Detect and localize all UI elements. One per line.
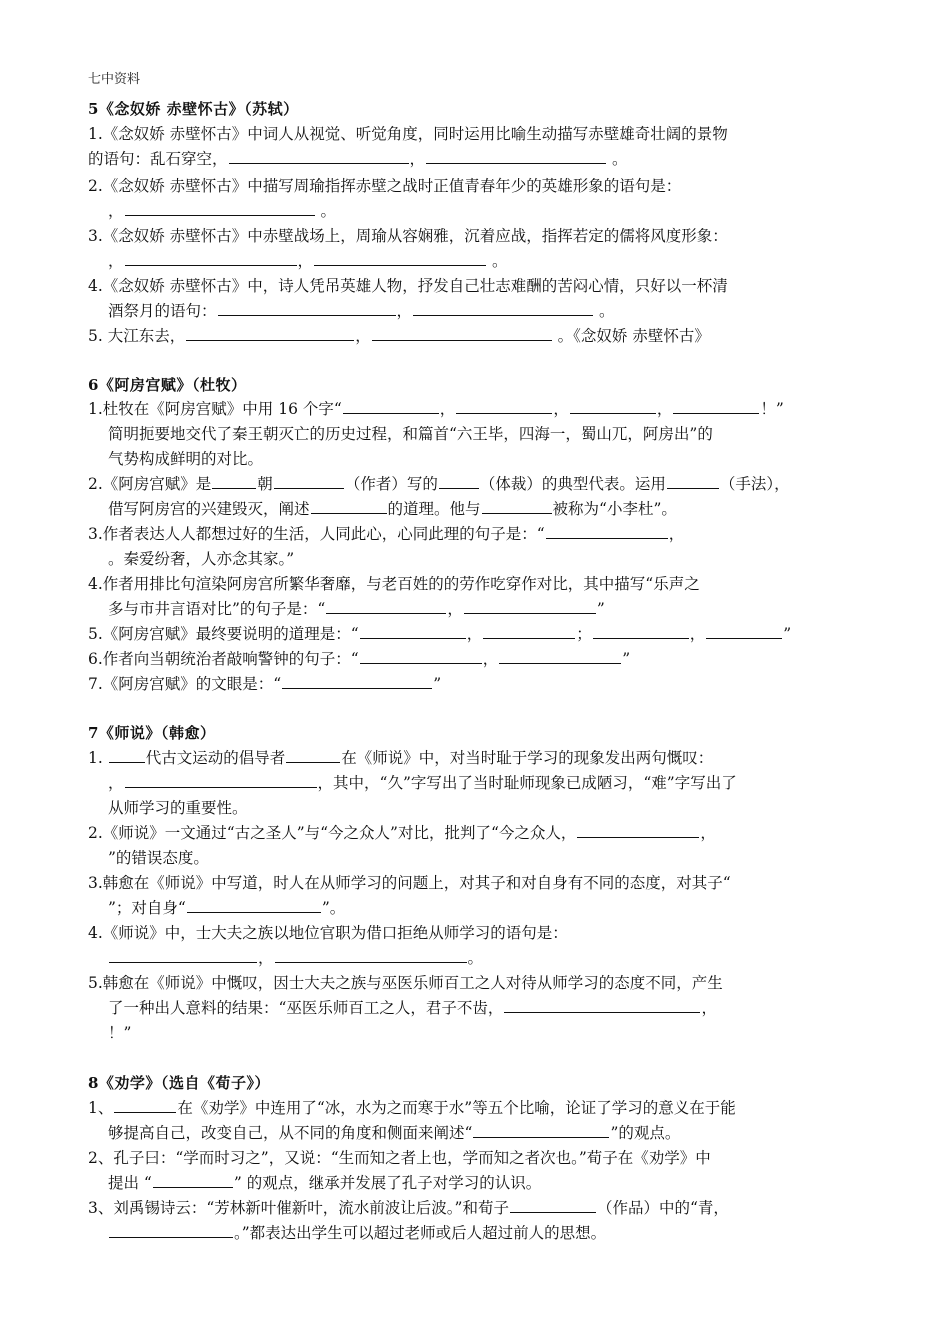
- answer-blank-line: ， 。: [108, 947, 888, 969]
- section-title: 7《师说》（韩愈）: [88, 724, 216, 742]
- question-text: ！”: [108, 1024, 132, 1042]
- question-text: 2.《念奴娇 赤壁怀古》中描写周瑜指挥赤壁之战时正值青春年少的英雄形象的语句是：: [88, 177, 682, 195]
- question-text: 5.《阿房宫赋》最终要说明的道理是：“ ， ； ， ”: [88, 625, 792, 643]
- question-text: 酒祭月的语句： ， 。: [108, 302, 615, 320]
- question-text: 借写阿房宫的兴建毁灭，阐述 的道理。他与 被称为“小李杜”。: [108, 500, 677, 518]
- question-text: 4.《念奴娇 赤壁怀古》中，诗人凭吊英雄人物，抒发自己壮志难酬的苦闷心情，只好以一杯清: [88, 277, 728, 295]
- question-text: 提出 “ ” 的观点，继承并发展了孔子对学习的认识。: [108, 1174, 542, 1192]
- question-text: 。秦爱纷奢，人亦念其家。”: [108, 550, 295, 568]
- question-text: 1. 代古文运动的倡导者 在《师说》中，对当时耻于学习的现象发出两句慨叹：: [88, 749, 714, 767]
- question-text: ”的错误态度。: [108, 849, 209, 867]
- question-text: 2.《阿房宫赋》是 朝 （作者）写的 （体裁）的典型代表。运用 （手法），: [88, 475, 790, 493]
- question-text: 6.作者向当朝统治者敲响警钟的句子：“ ， ”: [88, 650, 631, 668]
- question-text: 3.韩愈在《师说》中写道，时人在从师学习的问题上，对其子和对自身有不同的态度，对其子“: [88, 874, 731, 892]
- question-text: 从师学习的重要性。: [108, 799, 248, 817]
- question-text: 气势构成鲜明的对比。: [108, 450, 264, 468]
- question-text: 3、刘禹锡诗云：“芳林新叶催新叶，流水前波让后波。”和荀子 （作品）中的“青，: [88, 1199, 729, 1217]
- question-text: 4.作者用排比句渲染阿房宫所繁华奢靡，与老百姓的的劳作吃穿作对比，其中描写“乐声之: [88, 575, 700, 593]
- question-text: 3.《念奴娇 赤壁怀古》中赤壁战场上，周瑜从容娴雅，沉着应战，指挥若定的儒将风度形象：: [88, 227, 728, 245]
- question-text: 1.杜牧在《阿房宫赋》中用 16 个字“ ， ， ， ！”: [88, 400, 784, 418]
- question-text: 够提高自己，改变自己，从不同的角度和侧面来阐述“ ”的观点。: [108, 1124, 681, 1142]
- page-header: 七中资料: [88, 72, 141, 87]
- question-text: ”；对自身“ ”。: [108, 899, 346, 917]
- section-title: 6《阿房宫赋》（杜牧）: [88, 376, 247, 394]
- question-text: 了一种出人意料的结果：“巫医乐师百工之人，君子不齿， ，: [108, 999, 717, 1017]
- answer-blank-line: ， 。: [108, 202, 336, 220]
- question-text: 2、孔子曰：“学而时习之”，又说：“生而知之者上也，学而知之者次也。”荀子在《劝学》中: [88, 1149, 711, 1167]
- section-title: 8《劝学》（选自《荀子》）: [88, 1074, 270, 1092]
- question-text: 3.作者表达人人都想过好的生活，人同此心，心同此理的句子是：“ ，: [88, 525, 685, 543]
- question-text: 的语句：乱石穿空， ， 。: [88, 150, 628, 168]
- question-text: 7.《阿房宫赋》的文眼是：“ ”: [88, 675, 442, 693]
- question-text: 5. 大江东去， ， 。《念奴娇 赤壁怀古》: [88, 327, 710, 345]
- question-text: 。”都表达出学生可以超过老师或后人超过前人的思想。: [108, 1222, 888, 1244]
- question-text: 简明扼要地交代了秦王朝灭亡的历史过程，和篇首“六王毕，四海一，蜀山兀，阿房出”的: [108, 425, 713, 443]
- question-text: 2.《师说》一文通过“古之圣人”与“今之众人”对比，批判了“今之众人， ，: [88, 824, 716, 842]
- section-title: 5《念奴娇 赤壁怀古》（苏轼）: [88, 100, 299, 118]
- question-text: 4.《师说》中，士大夫之族以地位官职为借口拒绝从师学习的语句是：: [88, 924, 568, 942]
- question-text: 1.《念奴娇 赤壁怀古》中词人从视觉、听觉角度，同时运用比喻生动描写赤壁雄奇壮阔的景物: [88, 125, 728, 143]
- question-text: 1、 在《劝学》中连用了“冰，水为之而寒于水”等五个比喻，论证了学习的意义在于能: [88, 1099, 736, 1117]
- question-text: 5.韩愈在《师说》中慨叹，因士大夫之族与巫医乐师百工之人对待从师学习的态度不同，产生: [88, 974, 723, 992]
- question-text: 多与市井言语对比”的句子是：“ ， ”: [108, 600, 605, 618]
- answer-blank-line: ， ， 。: [108, 252, 508, 270]
- question-text: ， ，其中，“久”字写出了当时耻师现象已成陋习，“难”字写出了: [108, 774, 737, 792]
